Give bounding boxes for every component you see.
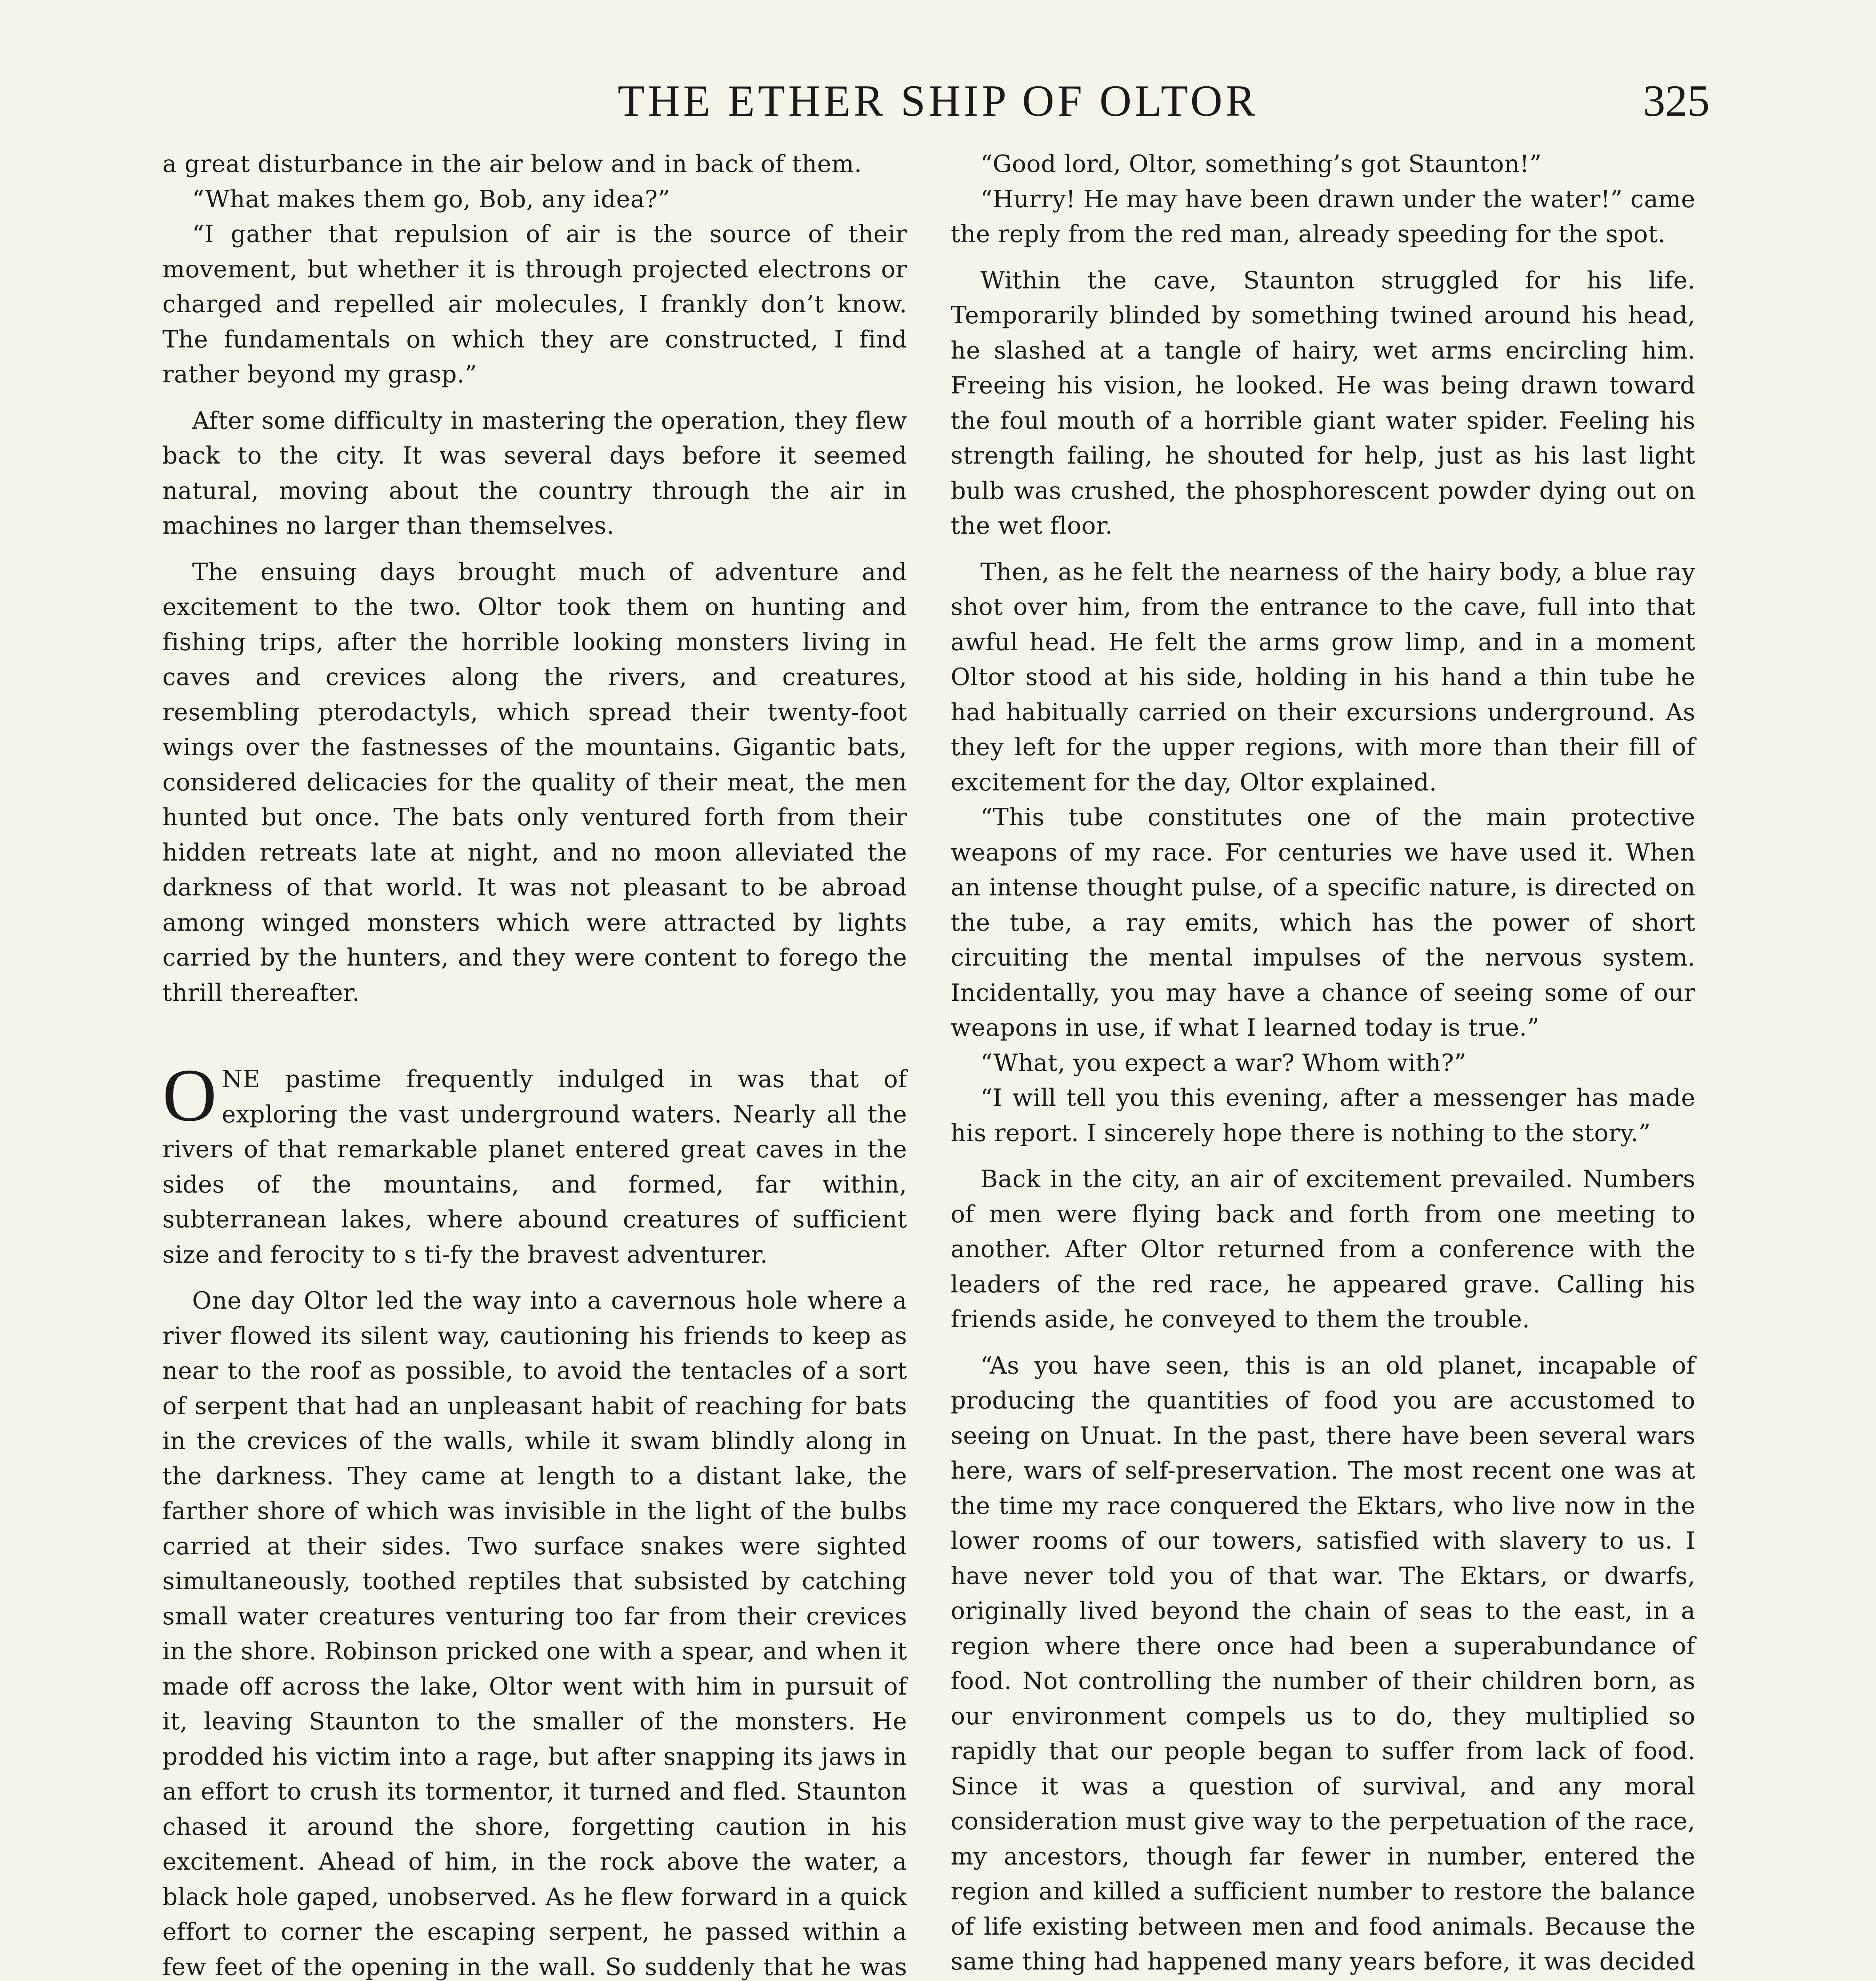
running-title: THE ETHER SHIP OF OLTOR: [618, 76, 1258, 126]
paragraph: “As you have seen, this is an old planet, incapable of producing the quantities of food you are accustomed to seeing on Unuat. In the past, there have been several wars here, wars of self-preservation. The most recent one was at the time my race conquered the Ektars, who live now in the lower rooms of our towers, satisfied with slavery to us. I have never told you of that war. The Ektars, or dwarfs, originally lived beyond the chain of seas to the east, in a region where there once had been a superabundance of food. Not controlling the number of their children born, as our environment compels us to do, they multiplied so rapidly that our people began to suffer from lack of food. Since it was a question of survival, and any moral consideration must give way to the perpetuation of the race, my ancestors, though far fewer in number, entered the region and killed a sufficient number to restore the balance of life existing between men and food animals. Because the same thing had happened many years before, it was decided: [951, 1351, 1695, 1975]
dropcap-paragraph: [162, 1054, 907, 1272]
paragraph: “I will tell you this evening, after a messenger has made his report. I sincerely hope there is nothing to the story.”: [951, 1084, 1695, 1147]
paragraph: Back in the city, an air of excitement prevailed. Numbers of men were flying back and forth from one meeting to another. After Oltor returned from a conference with the leaders of the red race, he appeared grave. Calling his friends aside, he conveyed to them the trouble.: [951, 1165, 1695, 1333]
paragraph: “Hurry! He may have been drawn under the water!” came the reply from the red man, already speeding for the spot.: [951, 185, 1695, 248]
paragraph: “What, you expect a war? Whom with?”: [980, 1049, 1466, 1077]
paragraph: “What makes them go, Bob, any idea?”: [192, 185, 670, 213]
paragraph: a great disturbance in the air below and in back of them.: [162, 150, 862, 178]
left-text-column: [162, 147, 907, 1981]
right-text-column: [951, 147, 1695, 1981]
paragraph: “This tube constitutes one of the main protective weapons of my race. For centuries we have used it. When an intense thought pulse, of a specific nature, is directed on the tube, a ray emits, which has the power of short circuiting the mental impulses of the nervous system. Incidentally, you may have a chance of seeing some of our weapons in use, if what I learned today is true.”: [951, 803, 1695, 1042]
paragraph: After some difficulty in mastering the operation, they flew back to the city. It was several days before it seemed natural, moving about the country through the air in machines no larger than themselves.: [162, 407, 907, 540]
page-header: [166, 65, 1710, 137]
paragraph: One day Oltor led the way into a cavernous hole where a river flowed its silent way, cautioning his friends to keep as near to the roof as possible, to avoid the tentacles of a sort of serpent that had an unpleasant habit of reaching for bats in the crevices of the walls, while it swam blindly along in the darkness. They came at length to a distant lake, the farther shore of which was invisible in the light of the bulbs carried at their sides. Two surface snakes were sighted simultaneously, toothed reptiles that subsisted by catching small water creatures venturing too far from their crevices in the shore. Robinson pricked one with a spear, and when it made off across the lake, Oltor went with him in pursuit of it, leaving Staunton to the smaller of the monsters. He prodded his victim into a rage, but after snapping its jaws in an effort to crush its tormentor, it turned and fled. Staunton chased it around the shore, forgetting caution in his excitement. Ahead of him, in the rock above the water, a black hole gaped, unobserved. As he flew forward in a quick effort to corner the escaping serpent, he passed within a few feet of the opening in the wall. So suddenly that he was: [162, 1287, 907, 1981]
drop-cap-letter: O: [162, 1054, 217, 1137]
paragraph: The ensuing days brought much of adventure and excitement to the two. Oltor took them on hunting and fishing trips, after the horrible looking monsters living in caves and crevices along the rivers, and creatures, resembling pterodactyls, which spread their twenty-foot wings over the fastnesses of the mountains. Gigantic bats, considered delicacies for the quality of their meat, the men hunted but once. The bats only ventured forth from their hidden retreats late at night, and no moon alleviated the darkness of that world. It was not pleasant to be abroad among winged monsters which were attracted by lights carried by the hunters, and they were content to forego the thrill thereafter.: [162, 558, 907, 1007]
paragraph-text: NE pastime frequently indulged in was that of exploring the vast underground waters. Nearly all the rivers of that remarkable planet entered great caves in the sides of the mountains, and formed, far within, subterranean lakes, where abound creatures of sufficient size and ferocity to s ti-fy the bravest adventurer.: [162, 1065, 907, 1269]
page-number: 325: [1643, 76, 1710, 126]
paragraph: Within the cave, Staunton struggled for his life. Temporarily blinded by something twined around his head, he slashed at a tangle of hairy, wet arms encircling him. Freeing his vision, he looked. He was being drawn toward the foul mouth of a horrible giant water spider. Feeling his strength failing, he shouted for help, just as his last light bulb was crushed, the phosphorescent powder dying out on the wet floor.: [951, 266, 1695, 540]
paragraph: “I gather that repulsion of air is the source of their movement, but whether it is through projected electrons or charged and repelled air molecules, I frankly don’t know. The fundamentals on which they are constructed, I find rather beyond my grasp.”: [162, 220, 907, 388]
paragraph: “Good lord, Oltor, something’s got Staunton!”: [980, 150, 1542, 178]
paragraph: Then, as he felt the nearness of the hairy body, a blue ray shot over him, from the entrance to the cave, full into that awful head. He felt the arms grow limp, and in a moment Oltor stood at his side, holding in his hand a thin tube he had habitually carried on their excursions underground. As they left for the upper regions, with more than their fill of excitement for the day, Oltor explained.: [951, 558, 1695, 796]
